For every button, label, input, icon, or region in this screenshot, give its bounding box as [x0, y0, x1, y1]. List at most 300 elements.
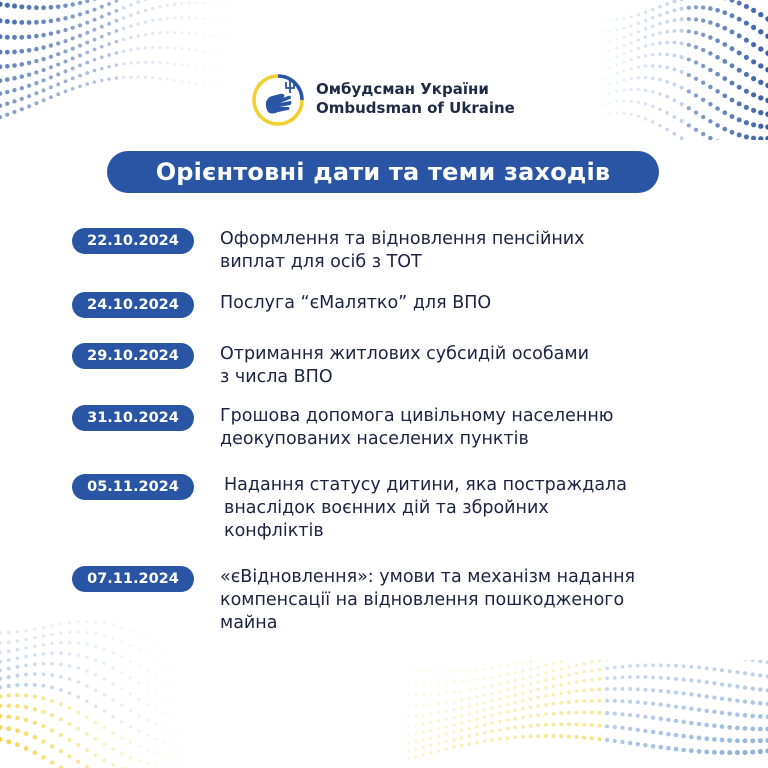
decor-dot [437, 670, 440, 673]
decor-dot [445, 670, 448, 673]
decor-dot [129, 48, 132, 51]
decor-dot [623, 89, 626, 92]
decor-dot [59, 733, 63, 737]
decor-dot [697, 722, 702, 727]
decor-dot [115, 29, 119, 33]
decor-dot [720, 682, 724, 686]
decor-dot [637, 30, 640, 33]
decor-dot [16, 639, 19, 642]
decor-dot [705, 666, 709, 670]
decor-dot [445, 725, 448, 728]
decor-dot [144, 0, 147, 1]
decor-dot [475, 718, 478, 721]
decor-dot [100, 5, 104, 9]
decor-dot [712, 710, 716, 714]
decor-dot [680, 136, 684, 140]
decor-dot [644, 19, 647, 22]
decor-dot [173, 46, 176, 49]
decor-dot [536, 713, 540, 717]
decor-dot [146, 762, 149, 765]
decor-dot [715, 89, 720, 94]
decor-dot [217, 36, 220, 39]
decor-dot [694, 77, 698, 81]
decor-dot [414, 694, 417, 697]
decor-dot [559, 692, 563, 696]
event-description [220, 566, 720, 635]
decor-dot [437, 692, 440, 695]
decor-dot [41, 45, 45, 49]
decor-dot [5, 102, 9, 106]
decor-dot [559, 734, 563, 738]
decor-dot [567, 660, 570, 661]
decor-dot [27, 104, 31, 108]
decor-dot [615, 100, 618, 103]
decor-dot [615, 18, 618, 21]
decor-dot [735, 699, 739, 703]
decor-dot [658, 41, 662, 45]
decor-dot [636, 675, 640, 679]
decor-dot [722, 26, 727, 31]
decor-dot [100, 35, 104, 39]
decor-dot [590, 678, 594, 682]
decor-dot [544, 723, 548, 727]
decor-dot [475, 687, 478, 690]
decor-dot [701, 98, 705, 102]
decor-dot [498, 690, 501, 693]
decor-dot [705, 680, 709, 684]
decor-dot [590, 723, 594, 727]
decor-dot [651, 730, 655, 734]
decor-dot [680, 29, 684, 33]
decor-dot [136, 0, 140, 4]
decor-dot [601, 51, 604, 54]
decor-dot [0, 1, 3, 6]
decor-dot [129, 644, 132, 647]
decor-dot [644, 65, 647, 68]
decor-dot [16, 665, 20, 669]
decor-dot [460, 690, 463, 693]
decor-dot [103, 759, 107, 763]
decor-dot [445, 710, 448, 713]
decor-dot [521, 677, 524, 680]
decor-dot [103, 634, 106, 637]
decor-dot [25, 629, 28, 632]
decor-dot [56, 82, 60, 86]
decor-dot [155, 692, 158, 695]
decor-dot [728, 698, 732, 702]
decor-dot [605, 687, 609, 691]
decor-dot [658, 745, 663, 750]
decor-dot [630, 77, 633, 80]
decor-dot [637, 115, 640, 118]
decor-dot [498, 737, 502, 741]
decor-dot [210, 18, 213, 21]
decor-dot [445, 701, 448, 704]
decor-dot [202, 34, 205, 37]
decor-dot [544, 703, 548, 707]
decor-dot [529, 714, 533, 718]
decor-dot [672, 82, 676, 86]
decor-dot [758, 701, 763, 706]
decor-dot [85, 41, 89, 45]
decor-dot [155, 659, 158, 662]
decor-dot [727, 711, 732, 716]
decor-dot [544, 734, 548, 738]
decor-dot [24, 731, 29, 736]
decor-dot [701, 81, 705, 85]
decor-dot [173, 16, 176, 19]
decor-dot [643, 701, 647, 705]
decor-dot [644, 76, 647, 79]
decor-dot [514, 686, 517, 689]
decor-dot [85, 61, 89, 65]
decor-dot [751, 686, 755, 690]
decor-dot [744, 21, 749, 26]
decor-dot [76, 727, 80, 731]
event-description-line: Оформлення та відновлення пенсійних [220, 229, 585, 249]
decor-dot [27, 73, 31, 77]
decor-dot [672, 53, 676, 57]
decor-dot [672, 29, 676, 33]
decor-dot [422, 704, 425, 707]
decor-dot [20, 74, 24, 78]
decor-dot [210, 68, 213, 71]
decor-dot [5, 113, 9, 117]
decor-dot [115, 9, 119, 13]
decor-dot [552, 712, 556, 716]
decor-dot [574, 735, 578, 739]
decor-dot [521, 692, 524, 695]
decor-dot [475, 703, 478, 706]
decor-dot [514, 671, 517, 674]
decor-dot [697, 679, 701, 683]
decor-dot [615, 38, 618, 41]
decor-dot [468, 720, 471, 723]
decor-dot [601, 86, 604, 89]
decor-dot [151, 46, 154, 49]
decor-dot [483, 701, 486, 704]
decor-dot [129, 676, 132, 679]
decor-dot [506, 736, 510, 740]
decor-dot [697, 736, 702, 741]
decor-dot [697, 708, 701, 712]
decor-dot [430, 703, 433, 706]
decor-dot [7, 675, 11, 679]
decor-dot [694, 31, 698, 35]
decor-dot [71, 36, 75, 40]
decor-dot [173, 669, 176, 672]
brand-name-en: Ombudsman of Ukraine [316, 99, 515, 117]
decor-dot [623, 100, 626, 103]
decor-dot [78, 34, 82, 38]
decor-dot [689, 692, 693, 696]
decor-dot [708, 68, 712, 72]
decor-dot [701, 132, 705, 136]
decor-dot [27, 61, 31, 65]
decor-dot [637, 47, 640, 50]
decor-dot [24, 683, 28, 687]
decor-dot [750, 738, 755, 743]
decor-dot [224, 20, 227, 23]
decor-dot [601, 69, 604, 72]
decor-dot [93, 58, 97, 62]
decor-dot [56, 41, 60, 45]
decor-dot [41, 68, 45, 72]
decor-dot [19, 4, 24, 9]
decor-dot [680, 55, 684, 59]
decor-dot [521, 735, 525, 739]
decor-dot [559, 675, 562, 678]
decor-dot [468, 727, 471, 730]
decor-dot [49, 31, 53, 35]
decor-dot [16, 630, 19, 633]
decor-dot [181, 719, 184, 722]
decor-dot [120, 626, 123, 629]
decor-dot [56, 72, 60, 76]
event-date-badge: 22.10.2024 [72, 228, 194, 254]
decor-dot [158, 46, 161, 49]
decor-dot [623, 52, 626, 55]
decor-dot [68, 691, 72, 695]
decor-dot [7, 641, 10, 644]
decor-dot [195, 49, 198, 52]
decor-dot [665, 30, 669, 34]
event-description [220, 405, 720, 451]
decor-dot [637, 101, 640, 104]
decor-dot [158, 61, 161, 64]
decor-dot [56, 52, 60, 56]
decor-dot [658, 52, 662, 56]
decor-dot [605, 738, 609, 742]
decor-dot [94, 632, 97, 635]
decor-dot [715, 72, 720, 77]
decor-dot [445, 692, 448, 695]
decor-dot [151, 32, 154, 35]
decor-dot [730, 130, 735, 135]
decor-dot [151, 61, 154, 64]
decor-dot [665, 11, 669, 15]
decor-dot [85, 684, 88, 687]
decor-dot [597, 724, 601, 728]
decor-dot [737, 101, 742, 106]
decor-dot [689, 707, 693, 711]
decor-dot [164, 696, 167, 699]
decor-dot [460, 698, 463, 701]
decor-dot [701, 18, 705, 22]
decor-dot [15, 683, 19, 687]
decor-dot [12, 76, 17, 81]
decor-dot [680, 86, 684, 90]
decor-dot [33, 636, 36, 639]
decor-dot [751, 25, 756, 30]
decor-dot [164, 664, 167, 667]
decor-dot [659, 703, 663, 707]
decor-dot [437, 711, 440, 714]
decor-dot [50, 728, 54, 732]
decor-dot [697, 666, 701, 670]
decor-dot [414, 755, 417, 758]
decor-dot [582, 670, 586, 674]
decor-dot [727, 750, 732, 755]
decor-dot [608, 66, 611, 69]
decor-dot [605, 660, 608, 661]
decor-dot [682, 664, 686, 668]
decor-dot [582, 723, 586, 727]
decor-dot [475, 710, 478, 713]
decor-dot [582, 699, 586, 703]
decor-dot [651, 33, 655, 37]
decor-dot [111, 699, 114, 702]
decor-dot [608, 58, 611, 61]
decor-dot [42, 696, 46, 700]
decor-dot [597, 711, 601, 715]
decor-dot [751, 136, 756, 140]
decor-dot [151, 7, 154, 10]
decor-dot [720, 668, 724, 672]
decor-dot [744, 89, 749, 94]
decor-dot [521, 725, 525, 729]
decor-dot [590, 669, 594, 673]
decor-dot [78, 74, 82, 78]
decor-dot [224, 4, 227, 7]
decor-dot [498, 682, 501, 685]
decor-dot [743, 713, 748, 718]
decor-dot [743, 685, 747, 689]
decor-dot [701, 64, 705, 68]
decor-dot [78, 1, 82, 5]
decor-dot [0, 641, 2, 644]
decor-dot [151, 76, 154, 79]
decor-dot [737, 33, 742, 38]
decor-dot [743, 699, 747, 703]
decor-dot [107, 53, 111, 57]
decor-dot [129, 709, 132, 712]
decor-dot [460, 744, 463, 747]
decor-dot [63, 59, 67, 63]
decor-dot [111, 747, 114, 750]
decor-dot [33, 672, 37, 676]
decor-dot [665, 111, 669, 115]
decor-dot [498, 697, 501, 700]
event-description-line: виплат для осіб з ТОТ [220, 252, 422, 272]
decor-dot [491, 730, 495, 734]
decor-dot [552, 669, 555, 672]
decor-dot [137, 61, 140, 64]
decor-dot [651, 702, 655, 706]
decor-dot [41, 724, 45, 728]
decor-dot [195, 83, 198, 86]
decor-dot [727, 725, 732, 730]
decor-dot [422, 682, 425, 685]
decor-dot [672, 132, 676, 136]
decor-dot [513, 736, 517, 740]
decor-dot [521, 669, 524, 672]
decor-dot [12, 88, 16, 92]
event-description-line: внаслідок воєнних дій та збройних [224, 498, 549, 518]
decor-dot [743, 738, 748, 743]
decor-dot [164, 740, 167, 743]
decor-dot [720, 724, 725, 729]
decor-dot [621, 675, 625, 679]
decor-dot [422, 746, 425, 749]
decor-dot [704, 736, 709, 741]
decor-dot [42, 652, 45, 655]
decor-dot [6, 739, 11, 744]
decor-dot [630, 49, 633, 52]
decor-dot [68, 621, 71, 624]
decor-dot [107, 65, 110, 68]
decor-dot [544, 671, 547, 674]
decor-dot [59, 749, 63, 753]
decor-dot [107, 12, 111, 16]
decor-dot [27, 48, 32, 53]
decor-dot [188, 64, 191, 67]
decor-dot [701, 48, 705, 52]
decor-dot [601, 60, 604, 63]
decor-dot [715, 123, 720, 128]
decor-dot [537, 680, 540, 683]
decor-dot [637, 38, 640, 41]
decor-dot [628, 741, 632, 745]
decor-dot [460, 706, 463, 709]
decor-dot [737, 1, 742, 6]
decor-dot [164, 753, 167, 756]
decor-dot [483, 668, 486, 671]
decor-dot [85, 71, 89, 75]
decor-dot [85, 643, 88, 646]
decor-dot [651, 90, 655, 94]
decor-dot [414, 732, 417, 735]
decor-dot [483, 731, 487, 735]
decor-dot [41, 710, 45, 714]
event-description-line: Грошова допомога цивільному населенню [220, 406, 614, 426]
decor-dot [514, 693, 517, 696]
decor-dot [144, 9, 147, 12]
decor-dot [64, 69, 68, 73]
decor-dot [513, 709, 517, 713]
decor-dot [630, 67, 633, 70]
decor-dot [701, 5, 705, 9]
decor-dot [694, 17, 698, 21]
decor-dot [78, 44, 82, 48]
decor-dot [705, 694, 709, 698]
decor-dot [68, 641, 71, 644]
decor-dot [623, 79, 626, 82]
decor-dot [445, 747, 448, 750]
decor-dot [513, 726, 517, 730]
decor-dot [12, 63, 17, 68]
decor-dot [475, 695, 478, 698]
decor-dot [93, 69, 97, 73]
decor-dot [33, 694, 37, 698]
event-date-badge: 07.11.2024 [72, 566, 194, 592]
decor-dot [77, 667, 80, 670]
decor-dot [42, 626, 45, 629]
decor-dot [468, 669, 471, 672]
decor-dot [146, 748, 149, 751]
decor-dot [628, 675, 632, 679]
decor-dot [408, 705, 409, 708]
decor-dot [682, 705, 686, 709]
decor-dot [637, 66, 640, 69]
decor-dot [158, 5, 161, 8]
decor-dot [42, 88, 46, 92]
decor-dot [730, 81, 735, 86]
decor-dot [429, 744, 432, 747]
decor-dot [460, 736, 463, 739]
decor-dot [737, 133, 742, 138]
decor-dot [86, 620, 89, 623]
